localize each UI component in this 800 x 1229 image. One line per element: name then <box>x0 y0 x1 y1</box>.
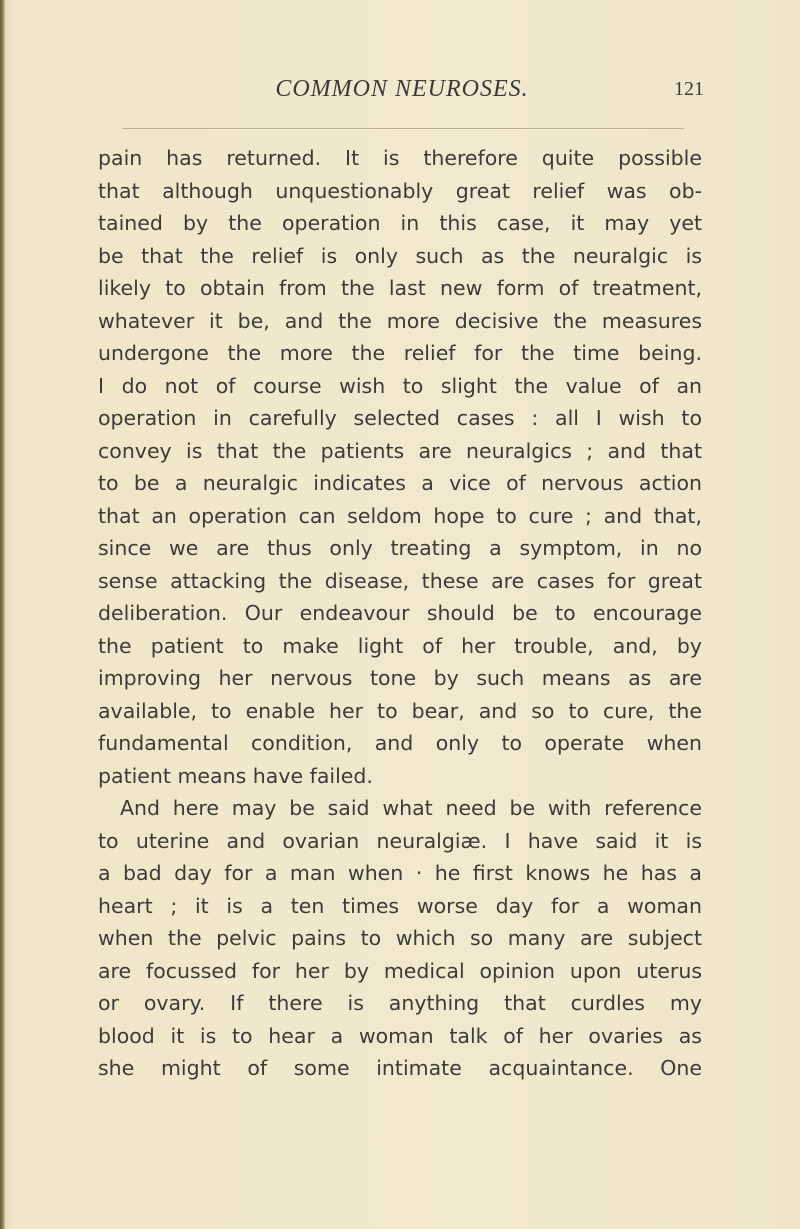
text-line: heart ; it is a ten times worse day for a woman <box>98 893 702 918</box>
text-line: I do not of course wish to slight the value of an <box>98 373 702 398</box>
text-line: blood it is to hear a woman talk of her ovaries as <box>98 1023 702 1048</box>
text-line: that although unquestionably great relief was ob- <box>98 178 702 203</box>
text-line: to uterine and ovarian neuralgiæ. I have said it is <box>98 828 702 853</box>
text-line: that an operation can seldom hope to cure ; and that, <box>98 503 702 528</box>
text-line: are focussed for her by medical opinion upon uterus <box>98 958 702 983</box>
text-line: undergone the more the relief for the time being. <box>98 341 702 365</box>
text-line: available, to enable her to bear, and so to cure, the <box>98 698 702 723</box>
text-line: likely to obtain from the last new form of treatment, <box>98 276 702 300</box>
text-line: the patient to make light of her trouble, and, by <box>98 633 702 658</box>
text-line: she might of some intimate acquaintance. One <box>98 1056 702 1080</box>
text-line: when the pelvic pains to which so many are subject <box>98 926 702 950</box>
body-text <box>98 142 702 1085</box>
running-head-title: COMMON NEUROSES. <box>275 76 529 102</box>
running-head <box>96 76 708 116</box>
text-line: a bad day for a man when · he first knows he has a <box>98 861 702 885</box>
page-number: 121 <box>674 78 704 100</box>
text-line: operation in carefully selected cases : all I wish to <box>98 406 702 430</box>
text-line: or ovary. If there is anything that curdles my <box>98 991 702 1015</box>
header-rule <box>122 128 684 129</box>
text-line: whatever it be, and the more decisive the measures <box>98 308 702 333</box>
text-line: fundamental condition, and only to operate when <box>98 731 702 755</box>
text-line: tained by the operation in this case, it may yet <box>98 211 702 235</box>
text-line: convey is that the patients are neuralgics ; and that <box>98 438 702 463</box>
paragraph-first-line: And here may be said what need be with reference <box>120 796 702 820</box>
text-line: be that the relief is only such as the neuralgic is <box>98 243 702 268</box>
text-line: improving her nervous tone by such means as are <box>98 666 702 690</box>
text-line: to be a neuralgic indicates a vice of nervous action <box>98 471 702 495</box>
text-line: deliberation. Our endeavour should be to encourage <box>98 601 702 625</box>
text-line: since we are thus only treating a symptom, in no <box>98 536 702 560</box>
text-line: sense attacking the disease, these are cases for great <box>98 568 702 593</box>
text-line: pain has returned. It is therefore quite possible <box>98 146 702 170</box>
text-line: patient means have failed. <box>98 763 373 788</box>
page-gutter <box>0 0 5 1229</box>
